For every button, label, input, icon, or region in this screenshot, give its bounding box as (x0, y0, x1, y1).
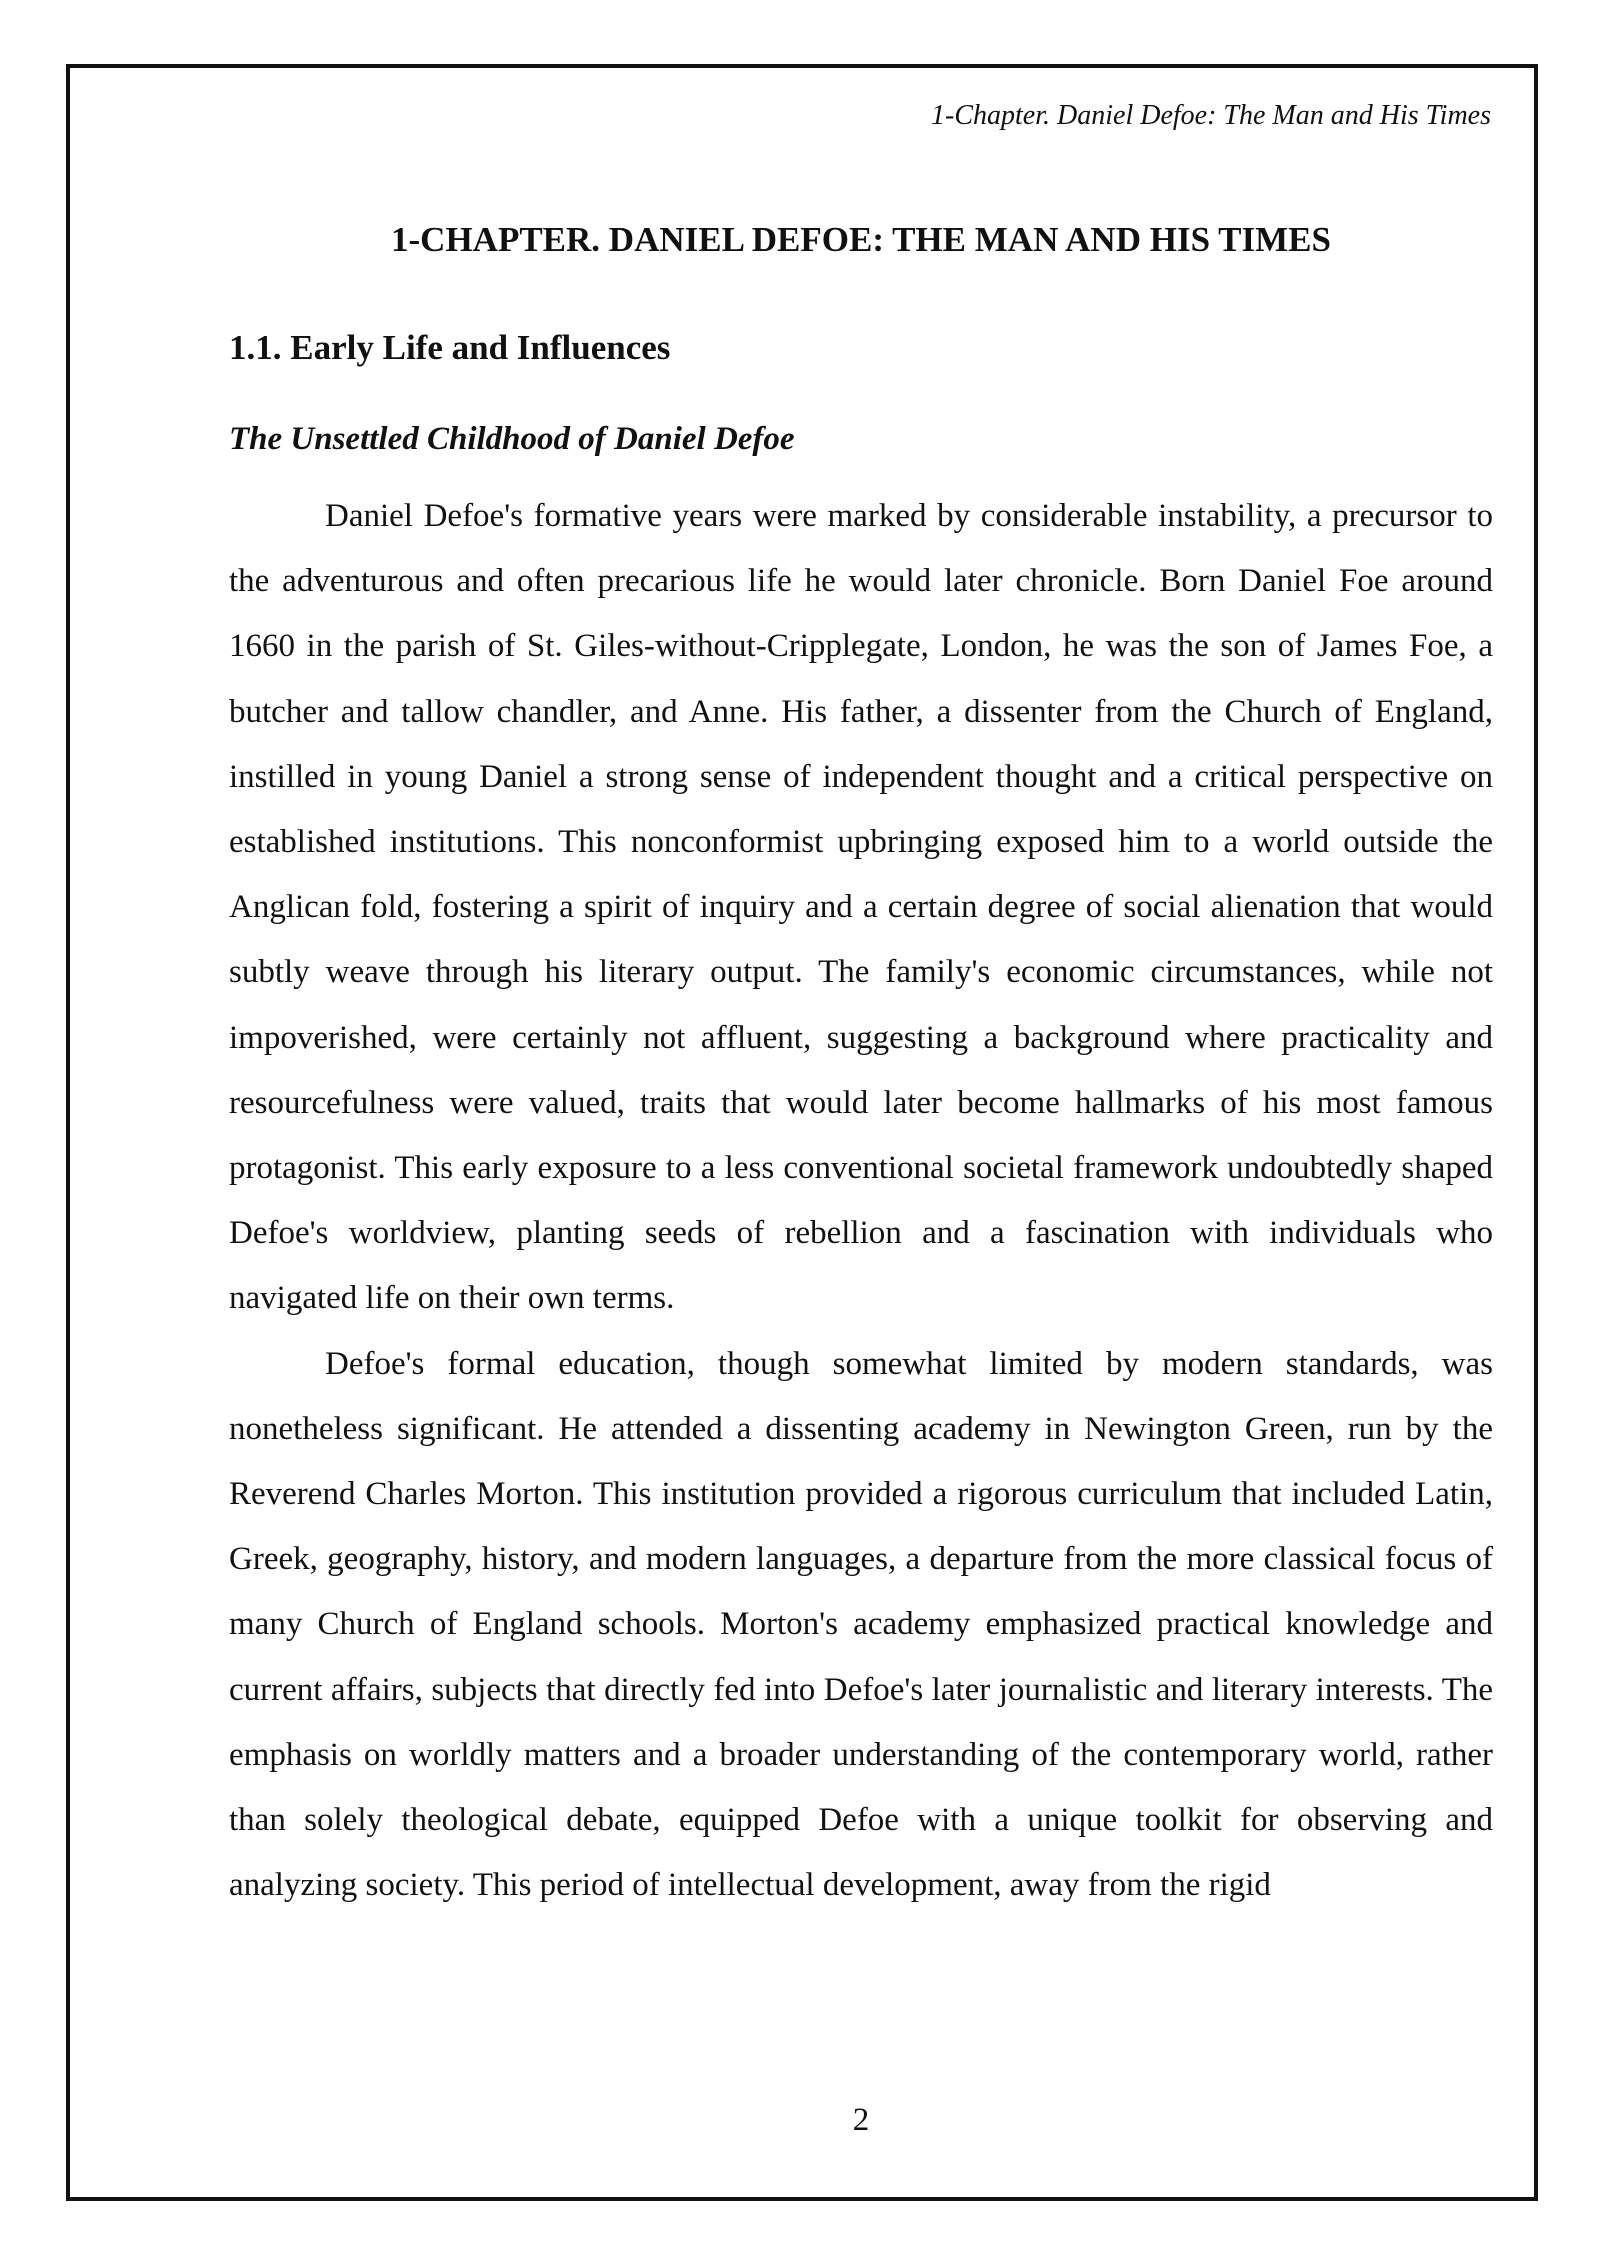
chapter-title: 1-CHAPTER. DANIEL DEFOE: THE MAN AND HIS TIMES (391, 220, 1331, 259)
running-header: 1-Chapter. Daniel Defoe: The Man and His Times (931, 100, 1491, 131)
paragraph: Defoe's formal education, though somewhat limited by modern standards, was nonetheless significant. He attended a dissenting academy in Newington Green, run by the Reverend Charles Morton. This institution provided a rigorous curriculum that included Latin, Greek, geography, history, and modern languages, a departure from the more classical focus of many Church of England schools. Morton's academy emphasized practical knowledge and current affairs, subjects that directly fed into Defoe's later journalistic and literary interests. The emphasis on worldly matters and a broader understanding of the contemporary world, rather than solely theological debate, equipped Defoe with a unique toolkit for observing and analyzing society. This period of intellectual development, away from the rigid (229, 1345, 1493, 1904)
section-heading: 1.1. Early Life and Influences (229, 328, 671, 367)
subsection-heading: The Unsettled Childhood of Daniel Defoe (229, 421, 795, 457)
body-text (229, 484, 1493, 1918)
page-number: 2 (852, 2102, 870, 2138)
paragraph: Daniel Defoe's formative years were marked by considerable instability, a precursor to the adventurous and often precarious life he would later chronicle. Born Daniel Foe around 1660 in the parish of St. Giles-without-Cripplegate, London, he was the son of James Foe, a butcher and tallow chandler, and Anne. His father, a dissenter from the Church of England, instilled in young Daniel a strong sense of independent thought and a critical perspective on established institutions. This nonconformist upbringing exposed him to a world outside the Anglican fold, fostering a spirit of inquiry and a certain degree of social alienation that would subtly weave through his literary output. The family's economic circumstances, while not impoverished, were certainly not affluent, suggesting a background where practicality and resourcefulness were valued, traits that would later become hallmarks of his most famous protagonist. This early exposure to a less conventional societal framework undoubtedly shaped Defoe's worldview, planting seeds of rebellion and a fascination with individuals who navigated life on their own terms. (229, 498, 1493, 1317)
